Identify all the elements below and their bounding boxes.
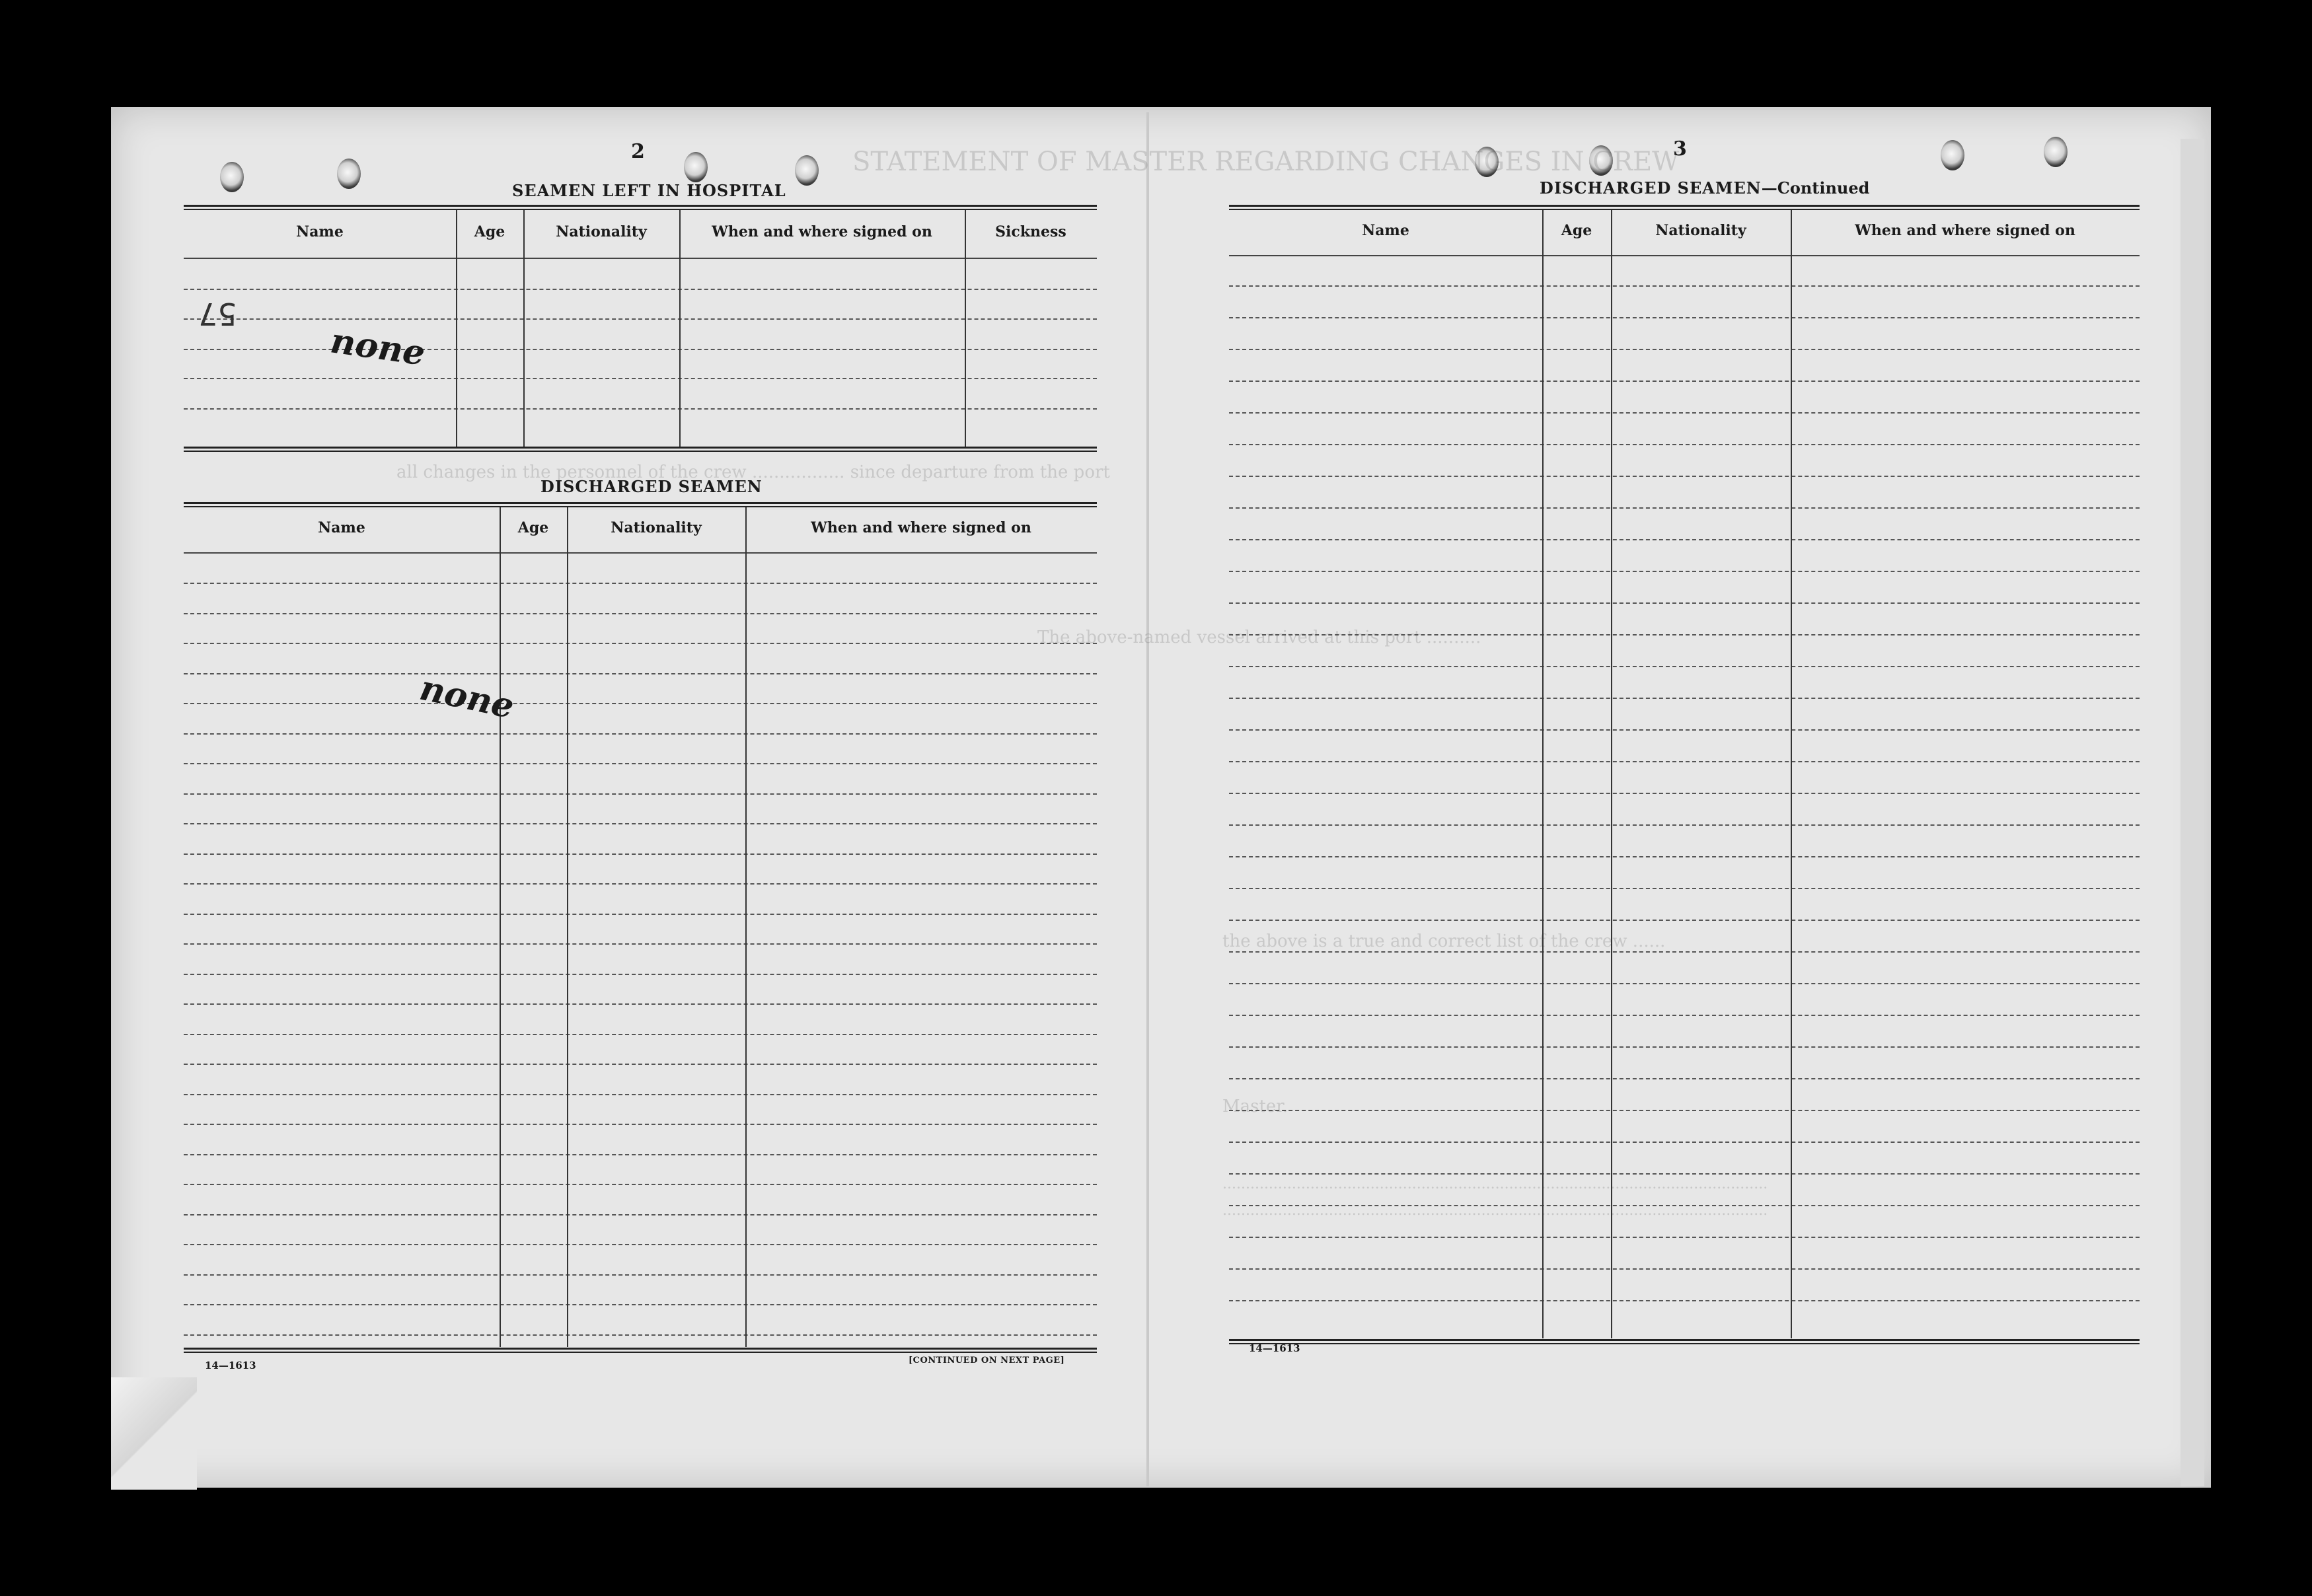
ruled-line bbox=[1229, 1237, 2140, 1238]
column-header-age: Age bbox=[1561, 222, 1592, 239]
ruled-line bbox=[1229, 761, 2140, 762]
ruled-line bbox=[1229, 634, 2140, 635]
column-header-age: Age bbox=[517, 519, 549, 536]
ruled-line bbox=[184, 943, 1097, 945]
ruled-line bbox=[184, 763, 1097, 764]
ruled-line bbox=[184, 1034, 1097, 1035]
ruled-line bbox=[1229, 539, 2140, 540]
column-header-sickness: Sickness bbox=[995, 223, 1066, 240]
ruled-line bbox=[1229, 888, 2140, 889]
ruled-line bbox=[184, 1214, 1097, 1215]
ruled-line bbox=[184, 1064, 1097, 1065]
page-number: 3 bbox=[1673, 137, 1687, 161]
ruled-line bbox=[1229, 349, 2140, 350]
ruled-line bbox=[184, 643, 1097, 644]
ruled-line bbox=[184, 974, 1097, 975]
ruled-line bbox=[1229, 856, 2140, 857]
bleed-through-text: Master. bbox=[1222, 1097, 1288, 1116]
punch-hole bbox=[220, 162, 244, 192]
punch-hole bbox=[337, 159, 361, 189]
ruled-line bbox=[184, 583, 1097, 584]
ruled-line bbox=[1229, 1015, 2140, 1016]
bleed-through-text: The above-named vessel arrived at this port .......... bbox=[1037, 628, 1481, 647]
section-title-hospital: SEAMEN LEFT IN HOSPITAL bbox=[512, 181, 786, 200]
column-header-nationality: Nationality bbox=[1655, 222, 1746, 239]
ruled-line bbox=[1229, 983, 2140, 984]
column-header-signed-on: When and where signed on bbox=[1855, 222, 2075, 239]
punch-hole bbox=[1941, 140, 1964, 170]
column-header-name: Name bbox=[296, 223, 344, 240]
column-header-age: Age bbox=[474, 223, 505, 240]
ruled-line bbox=[184, 1244, 1097, 1245]
ruled-line bbox=[1229, 920, 2140, 921]
ruled-line bbox=[184, 673, 1097, 674]
ruled-line bbox=[184, 1154, 1097, 1155]
column-header-signed-on: When and where signed on bbox=[811, 519, 1031, 536]
section-title-text: DISCHARGED SEAMEN bbox=[1540, 178, 1762, 198]
ruled-line bbox=[184, 1334, 1097, 1336]
ruled-line bbox=[1229, 444, 2140, 445]
page-number: 2 bbox=[631, 140, 645, 163]
ruled-line bbox=[1229, 602, 2140, 604]
ruled-line bbox=[1229, 951, 2140, 953]
punch-hole bbox=[684, 152, 708, 182]
ruled-line bbox=[184, 1094, 1097, 1095]
ruled-line bbox=[1229, 1142, 2140, 1143]
ruled-line bbox=[1229, 1078, 2140, 1079]
ruled-line bbox=[1229, 1300, 2140, 1301]
ruled-line bbox=[1229, 824, 2140, 826]
ruled-line bbox=[1229, 1268, 2140, 1270]
ruled-line bbox=[184, 823, 1097, 824]
bleed-through-text: ...................................................................................................................... bbox=[1222, 1176, 1768, 1192]
section-title-discharged-continued bbox=[1540, 178, 1869, 198]
ruled-line bbox=[1229, 729, 2140, 731]
section-title-suffix: —Continued bbox=[1761, 178, 1870, 198]
ruled-line bbox=[184, 883, 1097, 885]
handwritten-none-hospital: none bbox=[328, 320, 428, 374]
column-header-name: Name bbox=[318, 519, 365, 536]
ruled-line bbox=[184, 1124, 1097, 1125]
ruled-line bbox=[1229, 1110, 2140, 1111]
ruled-line bbox=[1229, 793, 2140, 794]
paper-edge bbox=[2181, 139, 2204, 1486]
ruled-line bbox=[184, 703, 1097, 704]
ruled-line bbox=[1229, 1173, 2140, 1175]
section-title-discharged: DISCHARGED SEAMEN bbox=[541, 477, 763, 496]
margin-mark: 57 bbox=[198, 296, 237, 332]
ruled-line bbox=[1229, 285, 2140, 287]
ruled-line bbox=[184, 613, 1097, 614]
column-header-nationality: Nationality bbox=[611, 519, 702, 536]
ruled-line bbox=[1229, 381, 2140, 382]
ruled-line bbox=[1229, 698, 2140, 699]
ruled-line bbox=[1229, 412, 2140, 414]
ruled-line bbox=[184, 1003, 1097, 1005]
continued-note: [CONTINUED ON NEXT PAGE] bbox=[909, 1356, 1065, 1365]
ruled-line bbox=[1229, 1205, 2140, 1206]
bleed-through-text: all changes in the personnel of the crew ................. since departure from the port bbox=[396, 462, 1110, 482]
ruled-line bbox=[184, 1304, 1097, 1305]
ruled-line bbox=[184, 733, 1097, 735]
handwritten-none-discharged: none bbox=[416, 667, 518, 727]
ruled-line bbox=[184, 914, 1097, 915]
form-number: 14—1613 bbox=[1249, 1342, 1300, 1354]
column-header-signed-on: When and where signed on bbox=[712, 223, 932, 240]
form-number: 14—1613 bbox=[205, 1360, 256, 1371]
column-header-name: Name bbox=[1362, 222, 1409, 239]
hospital-table bbox=[184, 205, 1097, 453]
punch-hole bbox=[795, 155, 819, 186]
bleed-through-text: STATEMENT OF MASTER REGARDING CHANGES IN CREW bbox=[852, 147, 1680, 177]
bleed-through-text: the above is a true and correct list of the crew ...... bbox=[1222, 931, 1666, 951]
ruled-line bbox=[1229, 1046, 2140, 1048]
ruled-line bbox=[1229, 476, 2140, 477]
ruled-line bbox=[184, 1184, 1097, 1185]
punch-hole bbox=[2044, 137, 2068, 167]
bleed-through-text: ...................................................................................................................... bbox=[1222, 1202, 1768, 1219]
folded-corner bbox=[111, 1377, 197, 1490]
discharged-table-left bbox=[184, 502, 1097, 1353]
ruled-line bbox=[1229, 666, 2140, 667]
ruled-line bbox=[184, 1274, 1097, 1276]
discharged-table-right bbox=[1229, 205, 2140, 1344]
center-fold bbox=[1146, 112, 1149, 1486]
ruled-line bbox=[184, 853, 1097, 855]
ruled-line bbox=[1229, 571, 2140, 572]
ruled-line bbox=[1229, 507, 2140, 509]
ruled-line bbox=[184, 793, 1097, 795]
column-header-nationality: Nationality bbox=[556, 223, 647, 240]
ruled-line bbox=[1229, 317, 2140, 318]
